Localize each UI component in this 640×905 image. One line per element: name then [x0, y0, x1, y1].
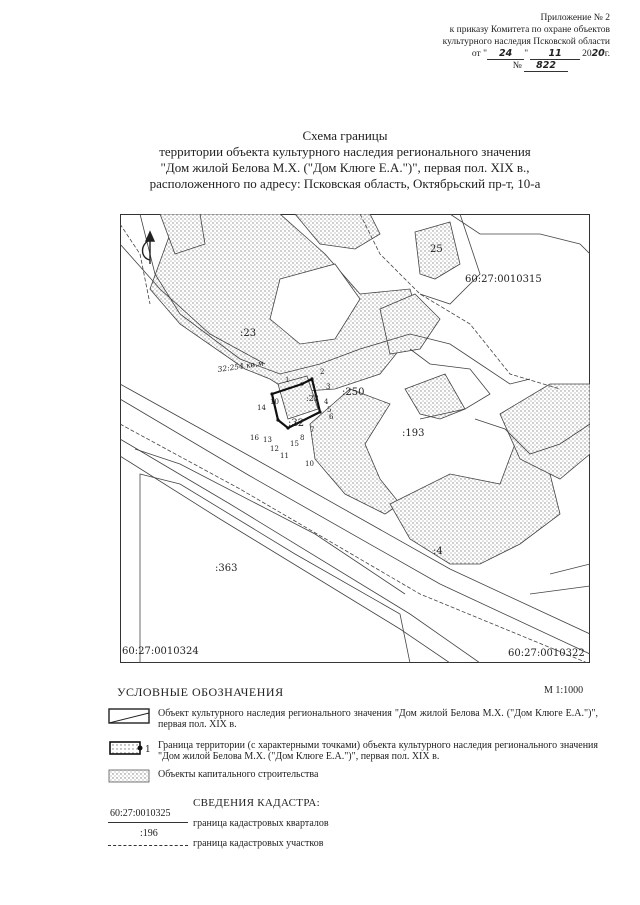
- order-number: 822: [524, 60, 568, 72]
- boundary-point-number: 1: [145, 745, 151, 755]
- appendix-line-2: к приказу Комитета по охране объектов: [449, 25, 610, 35]
- point-label: 8: [300, 434, 305, 442]
- title-line-3: "Дом жилой Белова М.Х. ("Дом Клюге Е.А.")", первая пол. XIX в.,: [160, 160, 530, 175]
- label-quarter-315: 60:27:0010315: [465, 274, 542, 285]
- appendix-line-3: культурного наследия Псковской области: [442, 37, 610, 47]
- map-scale: М 1:1000: [544, 685, 584, 696]
- scheme-title: [100, 128, 590, 192]
- cadastre-quarter-example: 60:27:0010325: [110, 808, 171, 819]
- label-parcel-250: :250: [342, 387, 365, 398]
- buildings-swatch: [108, 769, 150, 783]
- label-parcel-193: :193: [402, 428, 425, 439]
- label-parcel-22: :22: [306, 394, 319, 403]
- legend-item-1-text: Объект культурного наследия регионального значения "Дом жилой Белова М.Х. ("Дом Клюге Е.А.")", первая пол. XIX в.: [158, 708, 598, 730]
- label-parcel-4: :4: [433, 546, 443, 557]
- date-year-prefix: 20: [579, 49, 592, 59]
- legend-item-2-text: Граница территории (с характерными точками) объекта культурного наследия регионального значения "Дом жилой Белова М.Х. ("Дом Клюге Е.А.")", первая пол. XIX в.: [158, 740, 598, 762]
- legend-item-3-text: Объекты капитального строительства: [158, 769, 319, 780]
- point-label: 3: [326, 383, 331, 391]
- date-year: 20: [591, 48, 605, 59]
- appendix-date: [380, 48, 610, 60]
- date-day: 24: [487, 48, 524, 60]
- label-quarter-322: 60:27:0010322: [508, 648, 585, 659]
- title-line-1: Схема границы: [302, 128, 388, 143]
- date-month: 11: [530, 48, 579, 60]
- handwritten-area-note: 32:254 кв.м: [217, 358, 265, 374]
- point-label: 5: [327, 406, 332, 414]
- legend-item-boundary: [108, 740, 598, 764]
- date-mid: ": [524, 49, 531, 59]
- point-label: 15: [290, 440, 299, 448]
- point-label: 12: [270, 445, 279, 453]
- cadastre-parcel-line: [108, 845, 188, 846]
- cadastral-map: [120, 214, 590, 663]
- label-quarter-324: 60:27:0010324: [122, 646, 199, 657]
- appendix-number: [380, 60, 610, 72]
- boundary-point: [318, 410, 321, 413]
- date-prefix: от ": [471, 49, 487, 59]
- title-line-4: расположенного по адресу: Псковская область, Октябрьский пр-т, 10-а: [149, 176, 541, 191]
- legend-item-heritage-object: [108, 708, 598, 732]
- point-label: 2: [320, 368, 325, 376]
- point-label: 7: [310, 426, 315, 434]
- cadastre-quarter-text: граница кадастровых кварталов: [193, 818, 329, 829]
- label-parcel-32: :32: [288, 418, 305, 429]
- point-label: 6: [329, 413, 334, 421]
- label-parcel-363: :363: [215, 563, 238, 574]
- title-line-2: территории объекта культурного наследия регионального значения: [159, 144, 531, 159]
- point-label: 10: [270, 398, 279, 406]
- boundary-point: [300, 382, 303, 385]
- appendix-line-1: Приложение № 2: [540, 13, 610, 23]
- point-label: 10: [305, 460, 314, 468]
- boundary-point: [270, 392, 273, 395]
- point-label: 11: [280, 452, 289, 460]
- heritage-object-swatch: [108, 708, 150, 724]
- point-label: 1: [285, 376, 290, 384]
- cadastre-heading: СВЕДЕНИЯ КАДАСТРА:: [193, 797, 320, 809]
- appendix-header: [380, 12, 610, 72]
- label-parcel-25: 25: [430, 244, 443, 255]
- cadastre-parcel-text: граница кадастровых участков: [193, 838, 324, 849]
- number-prefix: №: [512, 61, 525, 71]
- point-label: 14: [257, 404, 266, 412]
- date-suffix: г.: [604, 49, 610, 59]
- point-label: 16: [250, 434, 259, 442]
- legend-item-buildings: [108, 769, 598, 783]
- point-label: 4: [324, 398, 329, 406]
- point-label: 13: [263, 436, 272, 444]
- cadastre-parcel-example: :196: [140, 828, 158, 839]
- cadastre-quarter-line: [108, 822, 188, 823]
- legend-heading: УСЛОВНЫЕ ОБОЗНАЧЕНИЯ: [117, 685, 284, 699]
- boundary-swatch: [108, 740, 154, 756]
- label-parcel-23: :23: [240, 328, 257, 339]
- boundary-point: [276, 418, 279, 421]
- boundary-point: [310, 377, 313, 380]
